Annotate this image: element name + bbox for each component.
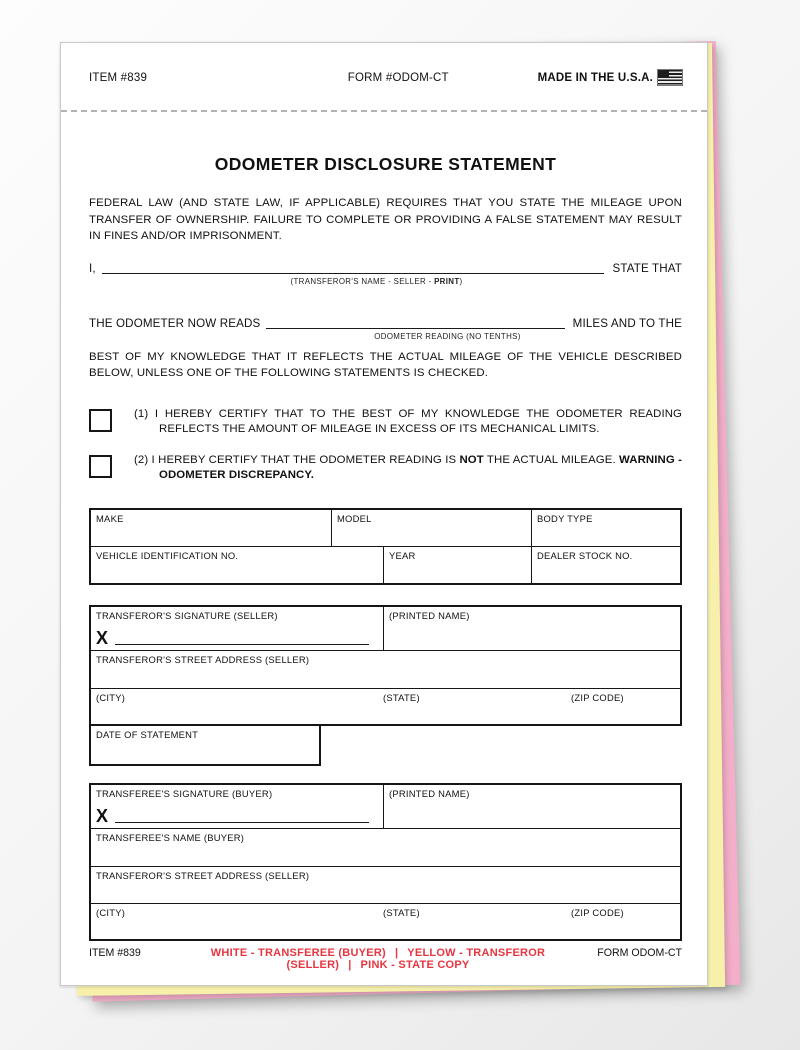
transferee-zip-field: (ZIP CODE)	[571, 906, 624, 918]
checkbox-statement-1	[89, 409, 112, 432]
federal-law-paragraph: FEDERAL LAW (AND STATE LAW, IF APPLICABLE) REQUIRES THAT YOU STATE THE MILEAGE UPON TRANSFER OF OWNERSHIP. FAILURE TO COMPLETE OR PROVIDING A FALSE STATEMENT MAY RESULT IN FINES AND/OR IMPRISONMENT.	[89, 197, 682, 242]
transferor-name-line	[89, 261, 682, 275]
copy-legend: WHITE - TRANSFEREE (BUYER) | YELLOW - TRANSFEROR (SELLER) | PINK - STATE COPY	[210, 946, 546, 971]
transferee-city-state-zip-row	[91, 903, 680, 939]
transferor-state-field: (STATE)	[383, 691, 420, 703]
date-of-statement-field: DATE OF STATEMENT	[89, 726, 321, 766]
odometer-prefix: THE ODOMETER NOW READS	[89, 316, 261, 330]
vehicle-table-row-1	[91, 510, 680, 546]
perforation-dashed-line	[61, 110, 707, 112]
transferee-name-field: TRANSFEREE'S NAME (BUYER)	[91, 828, 680, 866]
transferor-signature-line	[96, 621, 379, 650]
transferor-name-caption: (TRANSFEROR'S NAME - SELLER - PRINT)	[290, 276, 463, 286]
footer-item-number: ITEM #839	[89, 946, 141, 959]
transferor-signature-blank	[115, 634, 369, 645]
transferor-block	[89, 605, 682, 766]
form-page	[61, 43, 707, 971]
statement-2	[89, 453, 682, 484]
year-field: YEAR	[383, 547, 531, 583]
transferee-city-field: (CITY)	[96, 906, 126, 918]
us-flag-icon	[658, 70, 682, 85]
transferee-signature-blank	[115, 812, 369, 823]
transferee-x-mark: X	[96, 805, 109, 826]
form-header	[89, 70, 682, 85]
item-number: ITEM #839	[89, 71, 148, 84]
form-number: FORM #ODOM-CT	[347, 71, 449, 84]
state-that-suffix: STATE THAT	[612, 261, 682, 275]
transferor-x-mark: X	[96, 627, 109, 648]
checkbox-statement-2	[89, 455, 112, 478]
white-copy-sheet	[60, 42, 708, 986]
transferee-street-address-field: TRANSFEROR'S STREET ADDRESS (SELLER)	[91, 866, 680, 903]
transferor-city-state-zip-row	[91, 688, 680, 724]
best-knowledge-paragraph: BEST OF MY KNOWLEDGE THAT IT REFLECTS THE ACTUAL MILEAGE OF THE VEHICLE DESCRIBED BELOW, UNLESS ONE OF THE FOLLOWING STATEMENTS IS CHECKED.	[89, 350, 682, 379]
vin-field: VEHICLE IDENTIFICATION NO.	[96, 549, 239, 561]
odometer-reading-caption: ODOMETER READING (NO TENTHS)	[374, 331, 521, 341]
transferor-city-field: (CITY)	[96, 691, 126, 703]
transferee-signature-field: TRANSFEREE'S SIGNATURE (BUYER) X	[91, 785, 383, 828]
footer-form-number: FORM ODOM-CT	[597, 946, 682, 959]
statement-2-text: (2) I HEREBY CERTIFY THAT THE ODOMETER READING IS NOT THE ACTUAL MILEAGE. WARNING - ODOMETER DISCREPANCY.	[134, 453, 682, 481]
vehicle-info-table	[89, 508, 682, 585]
statement-1	[89, 407, 682, 438]
transferor-street-address-field: TRANSFEROR'S STREET ADDRESS (SELLER)	[91, 650, 680, 688]
miles-suffix: MILES AND TO THE	[572, 316, 682, 330]
made-in-usa	[538, 70, 682, 85]
transferor-name-blank-line	[102, 261, 605, 274]
transferee-signature-row	[91, 785, 680, 828]
made-in-usa-label: MADE IN THE U.S.A.	[537, 71, 653, 84]
transferee-state-field: (STATE)	[383, 906, 420, 918]
model-field: MODEL	[331, 510, 531, 546]
make-field: MAKE	[96, 512, 124, 524]
transferor-zip-field: (ZIP CODE)	[571, 691, 624, 703]
transferee-printed-name-field: (PRINTED NAME)	[383, 785, 680, 828]
transferor-signature-field: TRANSFEROR'S SIGNATURE (SELLER) X	[91, 607, 383, 650]
form-footer	[89, 947, 682, 971]
body-type-field: BODY TYPE	[531, 510, 680, 546]
vehicle-table-row-2	[91, 546, 680, 583]
dealer-stock-field: DEALER STOCK NO.	[531, 547, 680, 583]
page-title: ODOMETER DISCLOSURE STATEMENT	[214, 154, 557, 174]
statement-1-text: (1) I HEREBY CERTIFY THAT TO THE BEST OF MY KNOWLEDGE THE ODOMETER READING REFLECTS THE AMOUNT OF MILEAGE IN EXCESS OF ITS MECHANICAL LIMITS.	[134, 407, 682, 435]
transferor-printed-name-field: (PRINTED NAME)	[383, 607, 680, 650]
i-prefix: I,	[89, 261, 96, 275]
transferee-signature-line	[96, 799, 379, 828]
odometer-blank-line	[266, 316, 564, 329]
transferor-signature-row	[91, 607, 680, 650]
transferor-box	[89, 605, 682, 726]
transferee-block	[89, 783, 682, 941]
odometer-reading-line	[89, 316, 682, 330]
